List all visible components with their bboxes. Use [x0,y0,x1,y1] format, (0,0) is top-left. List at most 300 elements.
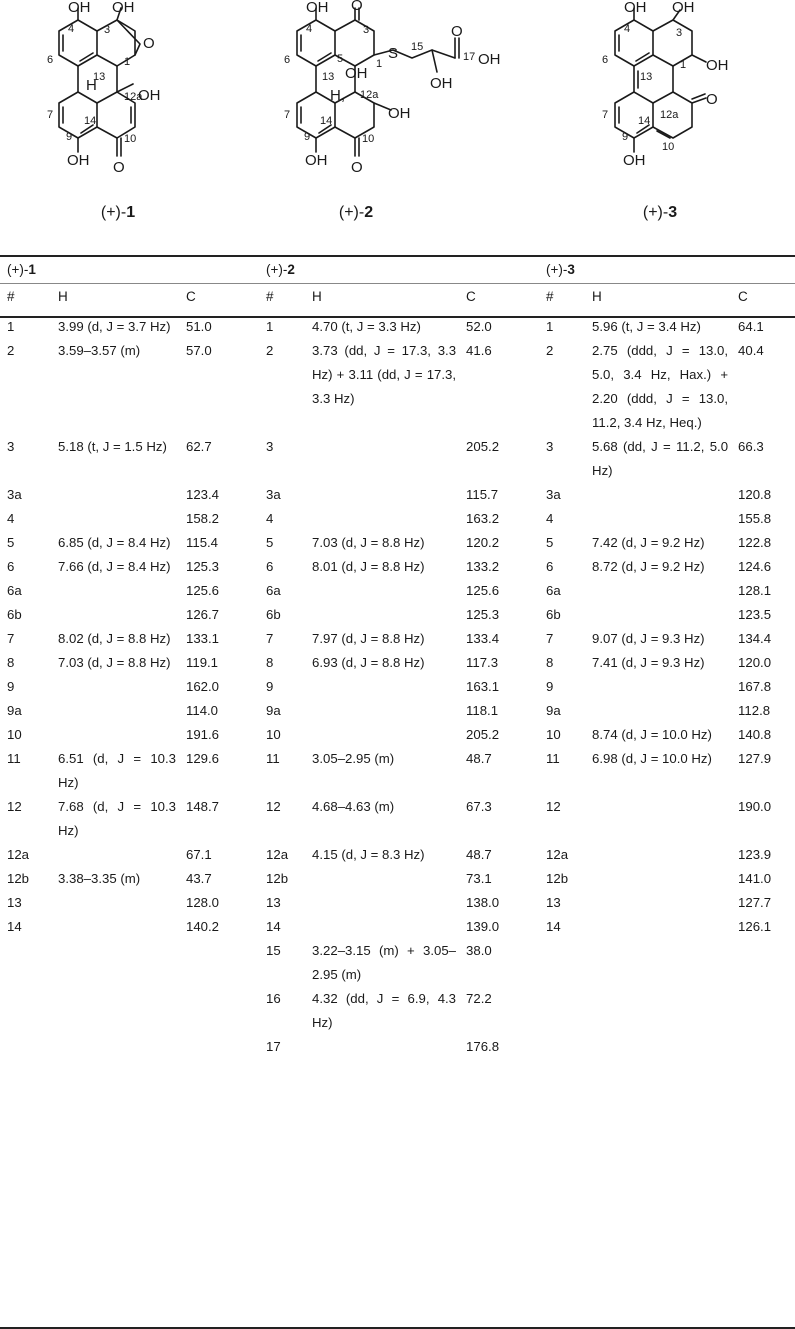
c-shift-cell: 64.1 [738,319,764,334]
c-shift-cell: 115.4 [186,535,219,550]
s3-num-9: 10 [662,141,675,153]
s1-num-8: 9 [66,131,73,143]
atom-number-cell: 6a [7,583,22,598]
c-shift-cell [186,939,266,987]
s1-group-2: OH [138,87,161,104]
s2-group-9: S [388,45,399,62]
h-shift-cell [58,843,186,867]
c-shift-cell: 120.0 [738,655,772,670]
c-shift-cell: 125.3 [186,559,220,574]
h-shift-cell [58,699,186,723]
c-shift-cell: 118.1 [466,703,499,718]
h-shift-cell [58,723,186,747]
s2-num-1: 3 [363,24,370,36]
h-shift-cell: 7.66 (d, J = 8.4 Hz) [58,559,171,574]
h-shift-cell: 3.73 (dd, J = 17.3, 3.3 Hz) + 3.11 (dd, J = 17.3, 3.3 Hz) [312,343,457,406]
atom-number-cell: 9a [7,703,22,718]
h-shift-cell: 3.99 (d, J = 3.7 Hz) [58,319,171,334]
table-row [0,843,795,867]
h-shift-cell: 8.72 (d, J = 9.2 Hz) [592,559,705,574]
c-shift-cell: 191.6 [186,727,220,742]
h-shift-cell [312,699,466,723]
table-row [0,891,795,915]
table-row [0,507,795,531]
atom-number-cell [546,1035,592,1059]
table-row [0,603,795,627]
h-shift-cell: 8.02 (d, J = 8.8 Hz) [58,631,171,646]
c-shift-cell: 67.1 [186,847,212,862]
h-shift-cell: 7.42 (d, J = 9.2 Hz) [592,535,705,550]
atom-number-cell: 9 [7,679,15,694]
structure-1-caption [58,204,178,222]
s1-num-9: 10 [124,133,137,145]
atom-number-cell: 6 [7,559,15,574]
table-row [0,1035,795,1059]
h-shift-cell [312,675,466,699]
atom-number-cell: 9a [266,703,281,718]
atom-number-cell: 3a [546,487,561,502]
h-shift-cell [312,483,466,507]
h-shift-cell [592,891,738,915]
c-shift-cell: 133.2 [466,559,500,574]
table-row [0,531,795,555]
atom-number-cell: 7 [7,631,15,646]
h-shift-cell: 7.41 (d, J = 9.3 Hz) [592,655,705,670]
s1-cap-num: 1 [126,204,136,221]
nmr-table [0,257,795,1059]
h-shift-cell [58,1035,186,1059]
atom-number-cell: 1 [266,319,274,334]
atom-number-cell: 4 [266,511,274,526]
c-shift-cell: 127.9 [738,751,772,766]
atom-number-cell: 9 [546,679,554,694]
s2-num-11: 10 [362,133,375,145]
h-shift-cell [58,579,186,603]
h-shift-cell [312,915,466,939]
c-shift-cell: 133.4 [466,631,500,646]
s1-group-3: OH [67,152,90,169]
h-shift-cell: 7.97 (d, J = 8.8 Hz) [312,631,425,646]
s1-num-4: 13 [93,71,106,83]
atom-number-cell: 1 [7,319,15,334]
atom-number-cell: 4 [546,511,554,526]
s1-num-3: 6 [47,54,54,66]
c-shift-cell: 57.0 [186,343,212,358]
atom-number-cell: 12 [266,799,281,814]
atom-number-cell: 4 [7,511,15,526]
c-shift-cell: 190.0 [738,799,772,814]
h-shift-cell [592,843,738,867]
c-shift-cell: 40.4 [738,343,764,358]
cmp3-prefix: (+)- [546,262,568,277]
atom-number-cell: 2 [266,343,274,358]
atom-number-cell: 13 [266,895,281,910]
cmp1-prefix: (+)- [7,262,29,277]
table-row [0,723,795,747]
s2-num-3: 13 [322,71,335,83]
s1-num-0: 4 [68,23,75,35]
table-row [0,795,795,843]
s3-num-8: 9 [622,131,629,143]
s2-num-10: 9 [304,131,311,143]
c-shift-cell: 167.8 [738,679,772,694]
table-row [0,939,795,987]
c-shift-cell [738,939,795,987]
h-shift-cell: 5.68 (dd, J = 11.2, 5.0 Hz) [592,439,729,478]
s3-group-3: O [706,91,718,108]
h-shift-cell [58,987,186,1035]
s3-num-3: 13 [640,71,653,83]
c-shift-cell: 125.3 [466,607,500,622]
c-shift-cell: 134.4 [738,631,772,646]
column-header-row [0,283,795,315]
c-shift-cell: 72.2 [466,991,492,1006]
c-shift-cell: 133.1 [186,631,220,646]
atom-number-cell: 12a [7,847,30,862]
s2-num-9: 12a [360,89,379,101]
c-shift-cell: 158.2 [186,511,220,526]
table-row [0,675,795,699]
h-shift-cell: 5.96 (t, J = 3.4 Hz) [592,319,701,334]
s2-num-4: 1 [376,58,383,70]
atom-number-cell: 17 [266,1039,281,1054]
s1-num-5: 12a [124,91,143,103]
h-shift-cell: 8.74 (d, J = 10.0 Hz) [592,727,712,742]
table-row [0,747,795,795]
c-shift-cell: 162.0 [186,679,220,694]
s3-group-0: OH [624,0,647,16]
table-row [0,867,795,891]
atom-number-cell: 3 [546,439,554,454]
c-shift-cell: 126.7 [186,607,220,622]
h-shift-cell [312,1035,466,1059]
s2-group-4: O [351,159,363,176]
col-header-h: H [312,289,322,304]
c-shift-cell [186,1035,266,1059]
s2-group-8: OH [430,75,453,92]
atom-number-cell [0,939,58,987]
table-row [0,339,795,435]
s3-group-2: OH [706,57,729,74]
atom-number-cell: 11 [7,751,21,766]
atom-number-cell: 12a [266,847,289,862]
s1-num-7: 14 [84,115,97,127]
h-shift-cell [312,507,466,531]
h-shift-cell: 4.32 (dd, J = 6.9, 4.3 Hz) [312,991,457,1030]
atom-number-cell: 6 [266,559,274,574]
c-shift-cell: 148.7 [186,799,220,814]
atom-number-cell: 14 [546,919,561,934]
h-shift-cell [58,915,186,939]
h-shift-cell: 4.70 (t, J = 3.3 Hz) [312,319,421,334]
s2-group-10: H, [330,87,345,104]
c-shift-cell: 117.3 [466,655,499,670]
c-shift-cell: 62.7 [186,439,212,454]
atom-number-cell: 10 [546,727,561,742]
cmp2-num: 2 [287,262,295,277]
atom-number-cell: 8 [7,655,15,670]
h-shift-cell: 7.03 (d, J = 8.8 Hz) [312,535,425,550]
atom-number-cell: 6a [266,583,281,598]
atom-number-cell: 5 [7,535,15,550]
c-shift-cell: 123.5 [738,607,772,622]
h-shift-cell: 8.01 (d, J = 8.8 Hz) [312,559,425,574]
atom-number-cell: 7 [546,631,554,646]
col-header-h: H [58,289,68,304]
s1-num-6: 7 [47,109,54,121]
table-row [0,699,795,723]
col-header-c: C [738,289,748,304]
c-shift-cell [186,987,266,1035]
atom-number-cell: 9 [266,679,274,694]
s2-group-6: OH [478,51,501,68]
h-shift-cell: 4.68–4.63 (m) [312,799,395,814]
atom-number-cell: 16 [266,991,281,1006]
c-shift-cell: 129.6 [186,751,220,766]
h-shift-cell [312,435,466,483]
table-row [0,315,795,339]
c-shift-cell [738,1035,795,1059]
c-shift-cell: 48.7 [466,847,492,862]
h-shift-cell [592,579,738,603]
h-shift-cell [58,483,186,507]
c-shift-cell: 127.7 [738,895,772,910]
c-shift-cell: 43.7 [186,871,212,886]
h-shift-cell [58,939,186,987]
atom-number-cell: 11 [546,751,560,766]
c-shift-cell: 205.2 [466,727,500,742]
c-shift-cell: 48.7 [466,751,492,766]
table-row [0,627,795,651]
atom-number-cell [0,1035,58,1059]
c-shift-cell: 140.8 [738,727,772,742]
atom-number-cell: 5 [546,535,554,550]
atom-number-cell: 14 [7,919,22,934]
atom-number-cell: 7 [266,631,274,646]
structure-2-caption [296,204,416,222]
atom-number-cell: 12b [266,871,289,886]
atom-number-cell: 3 [7,439,15,454]
atom-number-cell: 8 [546,655,554,670]
h-shift-cell: 5.18 (t, J = 1.5 Hz) [58,439,167,454]
atom-number-cell: 3a [7,487,22,502]
atom-number-cell: 14 [266,919,281,934]
h-shift-cell [58,675,186,699]
table-row [0,579,795,603]
atom-number-cell: 12b [7,871,30,886]
compound-1-label [0,257,266,283]
h-shift-cell: 3.05–2.95 (m) [312,751,395,766]
s2-group-3: OH [388,105,411,122]
table-row [0,651,795,675]
h-shift-cell: 7.03 (d, J = 8.8 Hz) [58,655,171,670]
c-shift-cell: 122.8 [738,535,772,550]
s3-num-2: 6 [602,54,609,66]
h-shift-cell [592,1035,738,1059]
c-shift-cell: 124.6 [738,559,772,574]
s2-group-5: OH [305,152,328,169]
s3-num-7: 12a [660,109,679,121]
c-shift-cell: 52.0 [466,319,492,334]
atom-number-cell: 2 [546,343,554,358]
c-shift-cell: 123.9 [738,847,772,862]
cmp1-num: 1 [28,262,36,277]
c-shift-cell: 67.3 [466,799,492,814]
c-shift-cell: 51.0 [186,319,212,334]
s3-num-4: 1 [680,59,687,71]
h-shift-cell: 9.07 (d, J = 9.3 Hz) [592,631,705,646]
compound-3-label [546,257,795,283]
s2-num-6: 17 [463,51,476,63]
c-shift-cell: 125.6 [186,583,220,598]
c-shift-cell: 125.6 [466,583,500,598]
s3-num-6: 14 [638,115,651,127]
atom-number-cell: 13 [7,895,22,910]
h-shift-cell: 3.59–3.57 (m) [58,343,141,358]
col-header-c: C [466,289,476,304]
s2-num-0: 4 [306,23,313,35]
c-shift-cell: 139.0 [466,919,500,934]
s1-num-1: 3 [104,24,111,36]
compound-row [0,257,795,283]
h-shift-cell [58,891,186,915]
c-shift-cell: 138.0 [466,895,500,910]
s2-num-5: 15 [411,41,424,53]
s3-cap-prefix: (+)- [642,204,669,221]
s1-group-1: OH [112,0,135,16]
s1-num-2: 1 [124,56,131,68]
s3-cap-num: 3 [668,204,678,221]
h-shift-cell [592,699,738,723]
c-shift-cell: 141.0 [738,871,772,886]
s2-num-8: 14 [320,115,333,127]
atom-number-cell: 3 [266,439,274,454]
c-shift-cell: 163.2 [466,511,500,526]
h-shift-cell [312,579,466,603]
s2-cap-prefix: (+)- [338,204,365,221]
atom-number-cell: 6b [546,607,561,622]
c-shift-cell: 128.0 [186,895,220,910]
s3-num-5: 7 [602,109,609,121]
atom-number-cell: 15 [266,943,281,958]
atom-number-cell [546,987,592,1035]
c-shift-cell: 41.6 [466,343,492,358]
col-header-num: # [546,289,554,304]
h-shift-cell [312,891,466,915]
h-shift-cell [592,795,738,843]
c-shift-cell: 38.0 [466,943,492,958]
h-shift-cell [592,915,738,939]
c-shift-cell: 155.8 [738,511,772,526]
c-shift-cell: 66.3 [738,439,764,454]
table-row [0,483,795,507]
structure-3-caption [600,204,720,222]
s2-group-2: OH [345,65,368,82]
col-header-c: C [186,289,196,304]
atom-number-cell: 2 [7,343,15,358]
s2-num-2: 6 [284,54,291,66]
atom-number-cell: 12a [546,847,569,862]
atom-number-cell: 12 [7,799,22,814]
atom-number-cell: 13 [546,895,561,910]
atom-number-cell: 6b [266,607,281,622]
c-shift-cell: 119.1 [186,655,219,670]
s3-group-1: OH [672,0,695,16]
h-shift-cell: 6.85 (d, J = 8.4 Hz) [58,535,171,550]
chemical-structures [0,0,795,245]
h-shift-cell: 6.51 (d, J = 10.3 Hz) [58,751,176,790]
table-row [0,435,795,483]
h-shift-cell: 6.93 (d, J = 8.8 Hz) [312,655,425,670]
c-shift-cell: 123.4 [186,487,220,502]
table-row [0,555,795,579]
c-shift-cell: 140.2 [186,919,220,934]
h-shift-cell [592,675,738,699]
c-shift-cell: 126.1 [738,919,772,934]
c-shift-cell: 114.0 [186,703,219,718]
c-shift-cell: 205.2 [466,439,500,454]
c-shift-cell: 176.8 [466,1039,500,1054]
h-shift-cell [592,483,738,507]
h-shift-cell [312,867,466,891]
c-shift-cell: 120.8 [738,487,772,502]
h-shift-cell: 6.98 (d, J = 10.0 Hz) [592,751,712,766]
c-shift-cell: 73.1 [466,871,492,886]
cmp2-prefix: (+)- [266,262,288,277]
s1-group-6: H [86,77,97,94]
table-row [0,915,795,939]
h-shift-cell [592,867,738,891]
atom-number-cell: 12 [546,799,561,814]
cmp3-num: 3 [567,262,575,277]
s2-num-12: 5 [337,53,344,65]
compound-2-label [266,257,546,283]
h-shift-cell [592,603,738,627]
col-header-h: H [592,289,602,304]
s2-group-0: OH [306,0,329,16]
h-shift-cell: 4.15 (d, J = 8.3 Hz) [312,847,425,862]
h-shift-cell [312,603,466,627]
h-shift-cell: 3.38–3.35 (m) [58,871,141,886]
col-header-num: # [7,289,15,304]
s3-num-1: 3 [676,27,683,39]
s2-group-7: O [451,23,463,40]
h-shift-cell [312,723,466,747]
s3-num-0: 4 [624,23,631,35]
c-shift-cell [738,987,795,1035]
s2-group-1: O [351,0,363,14]
h-shift-cell [58,507,186,531]
c-shift-cell: 128.1 [738,583,772,598]
c-shift-cell: 112.8 [738,703,771,718]
atom-number-cell: 6a [546,583,561,598]
nmr-table-body [0,257,795,1059]
atom-number-cell: 8 [266,655,274,670]
atom-number-cell: 9a [546,703,561,718]
atom-number-cell: 6b [7,607,22,622]
table-row [0,987,795,1035]
h-shift-cell: 2.75 (ddd, J = 13.0, 5.0, 3.4 Hz, Hax.) + 2.20 (ddd, J = 13.0, 11.2, 3.4 Hz, Heq.) [592,343,729,430]
atom-number-cell: 10 [7,727,22,742]
atom-number-cell: 12b [546,871,569,886]
atom-number-cell [0,987,58,1035]
atom-number-cell: 5 [266,535,274,550]
h-shift-cell [592,987,738,1035]
s3-group-4: OH [623,152,646,169]
s1-group-4: O [143,35,155,52]
c-shift-cell: 115.7 [466,487,499,502]
h-shift-cell [592,939,738,987]
